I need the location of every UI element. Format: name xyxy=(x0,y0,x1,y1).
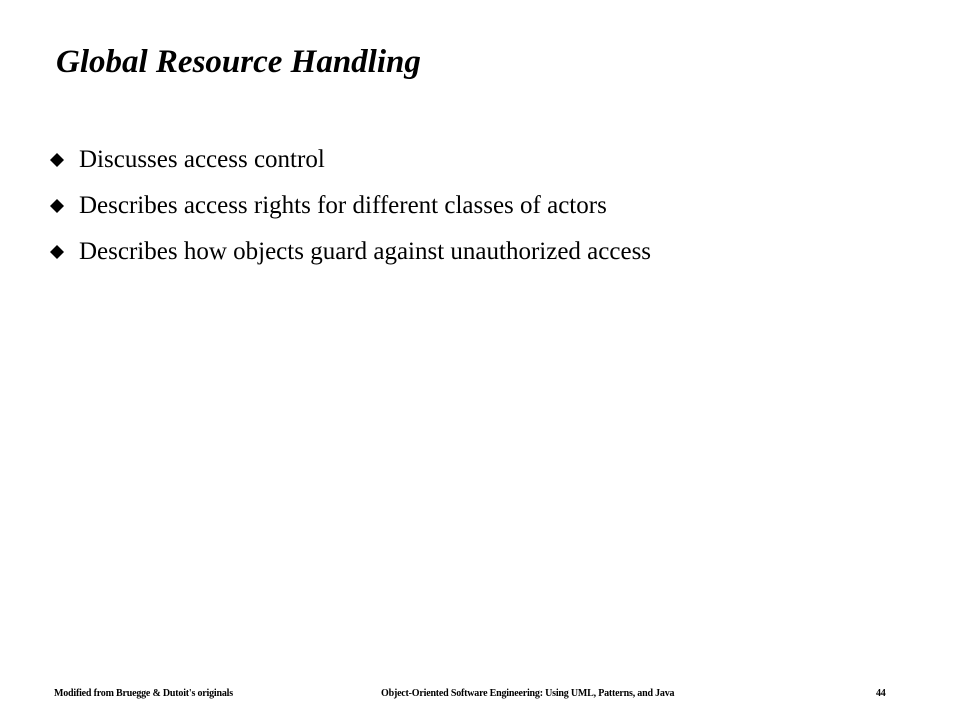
bullet-list xyxy=(50,138,651,276)
bullet-item xyxy=(50,184,651,230)
bullet-item xyxy=(50,138,651,184)
footer-book-title: Object-Oriented Software Engineering: Using UML, Patterns, and Java xyxy=(381,688,675,699)
diamond-bullet-icon xyxy=(50,153,64,167)
bullet-text: Describes access rights for different classes of actors xyxy=(79,192,607,219)
footer-credit: Modified from Bruegge & Dutoit's originals xyxy=(54,688,233,699)
bullet-text: Discusses access control xyxy=(79,146,325,173)
page-number: 44 xyxy=(876,688,886,699)
bullet-text: Describes how objects guard against unauthorized access xyxy=(79,238,652,265)
bullet-item xyxy=(50,230,651,276)
slide-title: Global Resource Handling xyxy=(56,44,421,80)
diamond-bullet-icon xyxy=(50,199,64,213)
diamond-bullet-icon xyxy=(50,245,64,259)
